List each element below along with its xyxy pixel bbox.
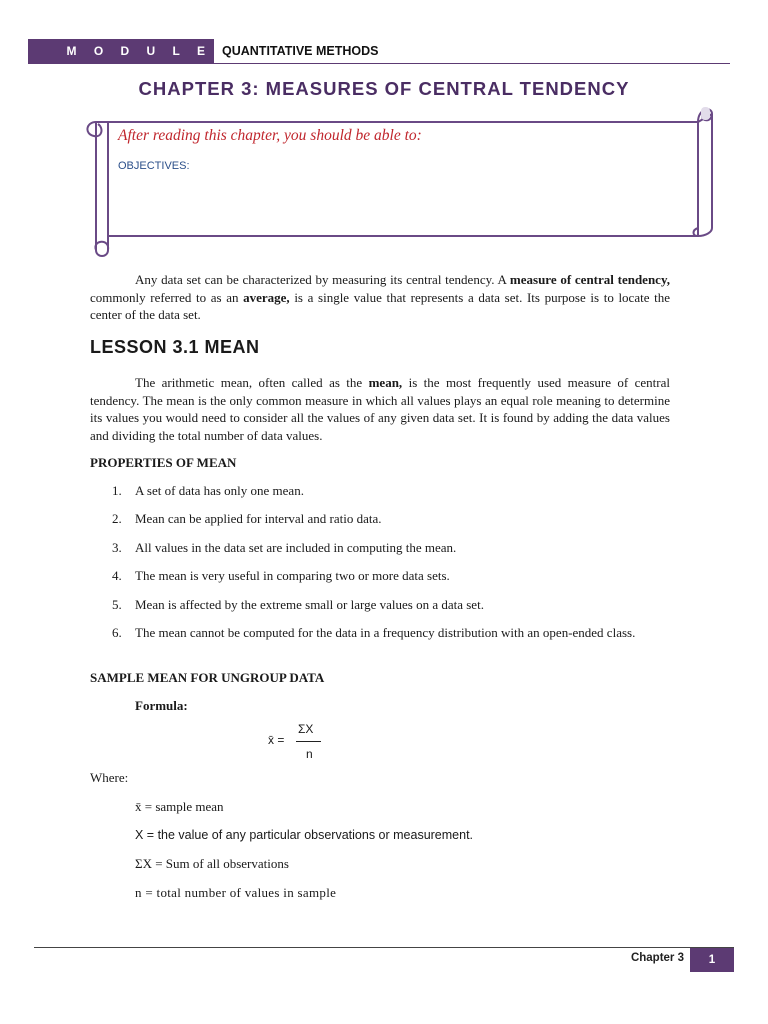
- list-item: 1. A set of data has only one mean.: [112, 483, 304, 498]
- chapter-title: CHAPTER 3: MEASURES OF CENTRAL TENDENCY: [138, 78, 630, 99]
- mean-formula: [268, 722, 338, 762]
- mean-paragraph: The arithmetic mean, often called as the mean, is the most frequently used measure of central tendency. The mean is the only common measure in which all values plays an equal role meaning to determine its values you would need to consider all the values of any given data set. It is found by adding the data values and dividing the total number of data values.: [90, 375, 670, 444]
- objectives-lead: After reading this chapter, you should be able to:: [118, 127, 422, 144]
- definition-n: n = total number of values in sample: [135, 885, 337, 900]
- list-item: 2. Mean can be applied for interval and ratio data.: [112, 511, 382, 527]
- header-rule: [214, 63, 730, 64]
- formula-lhs: x̄ =: [268, 733, 285, 747]
- list-item: 5. Mean is affected by the extreme small or large values on a data set.: [112, 596, 484, 612]
- footer-rule: [34, 947, 734, 948]
- objectives-label: OBJECTIVES:: [118, 160, 190, 172]
- where-label: Where:: [90, 770, 129, 785]
- footer-chapter: Chapter 3: [630, 952, 684, 964]
- module-tag: M O D U L E: [28, 39, 214, 64]
- definition-x: X = the value of any particular observations or measurement.: [135, 828, 474, 842]
- definition-xbar: x̄ = sample mean: [135, 799, 224, 814]
- formula-numerator: ΣX: [298, 722, 314, 736]
- intro-paragraph: Any data set can be characterized by measuring its central tendency. A measure of central tendency, commonly referred to as an average, is a single value that represents a data set. Its purpose is to locate the center of the data set.: [90, 272, 670, 323]
- formula-denominator: n: [306, 747, 313, 761]
- module-header: [28, 39, 730, 64]
- sample-mean-heading: SAMPLE MEAN FOR UNGROUP DATA: [90, 670, 325, 685]
- lesson-title: LESSON 3.1 MEAN: [90, 337, 260, 357]
- scroll-frame-graphic: [80, 100, 720, 260]
- properties-list: [90, 482, 670, 652]
- fraction-bar: [296, 741, 321, 742]
- objectives-scroll: [80, 100, 720, 260]
- page-number: 1: [690, 948, 734, 972]
- list-item: 4. The mean is very useful in comparing two or more data sets.: [112, 568, 450, 584]
- properties-heading: PROPERTIES OF MEAN: [90, 455, 237, 470]
- definition-sum: ΣX = Sum of all observations: [135, 856, 289, 871]
- list-item: 3. All values in the data set are included in computing the mean.: [112, 539, 457, 555]
- list-item: 6. The mean cannot be computed for the data in a frequency distribution with an open-ended class.: [112, 624, 636, 640]
- course-title: QUANTITATIVE METHODS: [222, 44, 379, 58]
- formula-label: Formula:: [135, 698, 188, 713]
